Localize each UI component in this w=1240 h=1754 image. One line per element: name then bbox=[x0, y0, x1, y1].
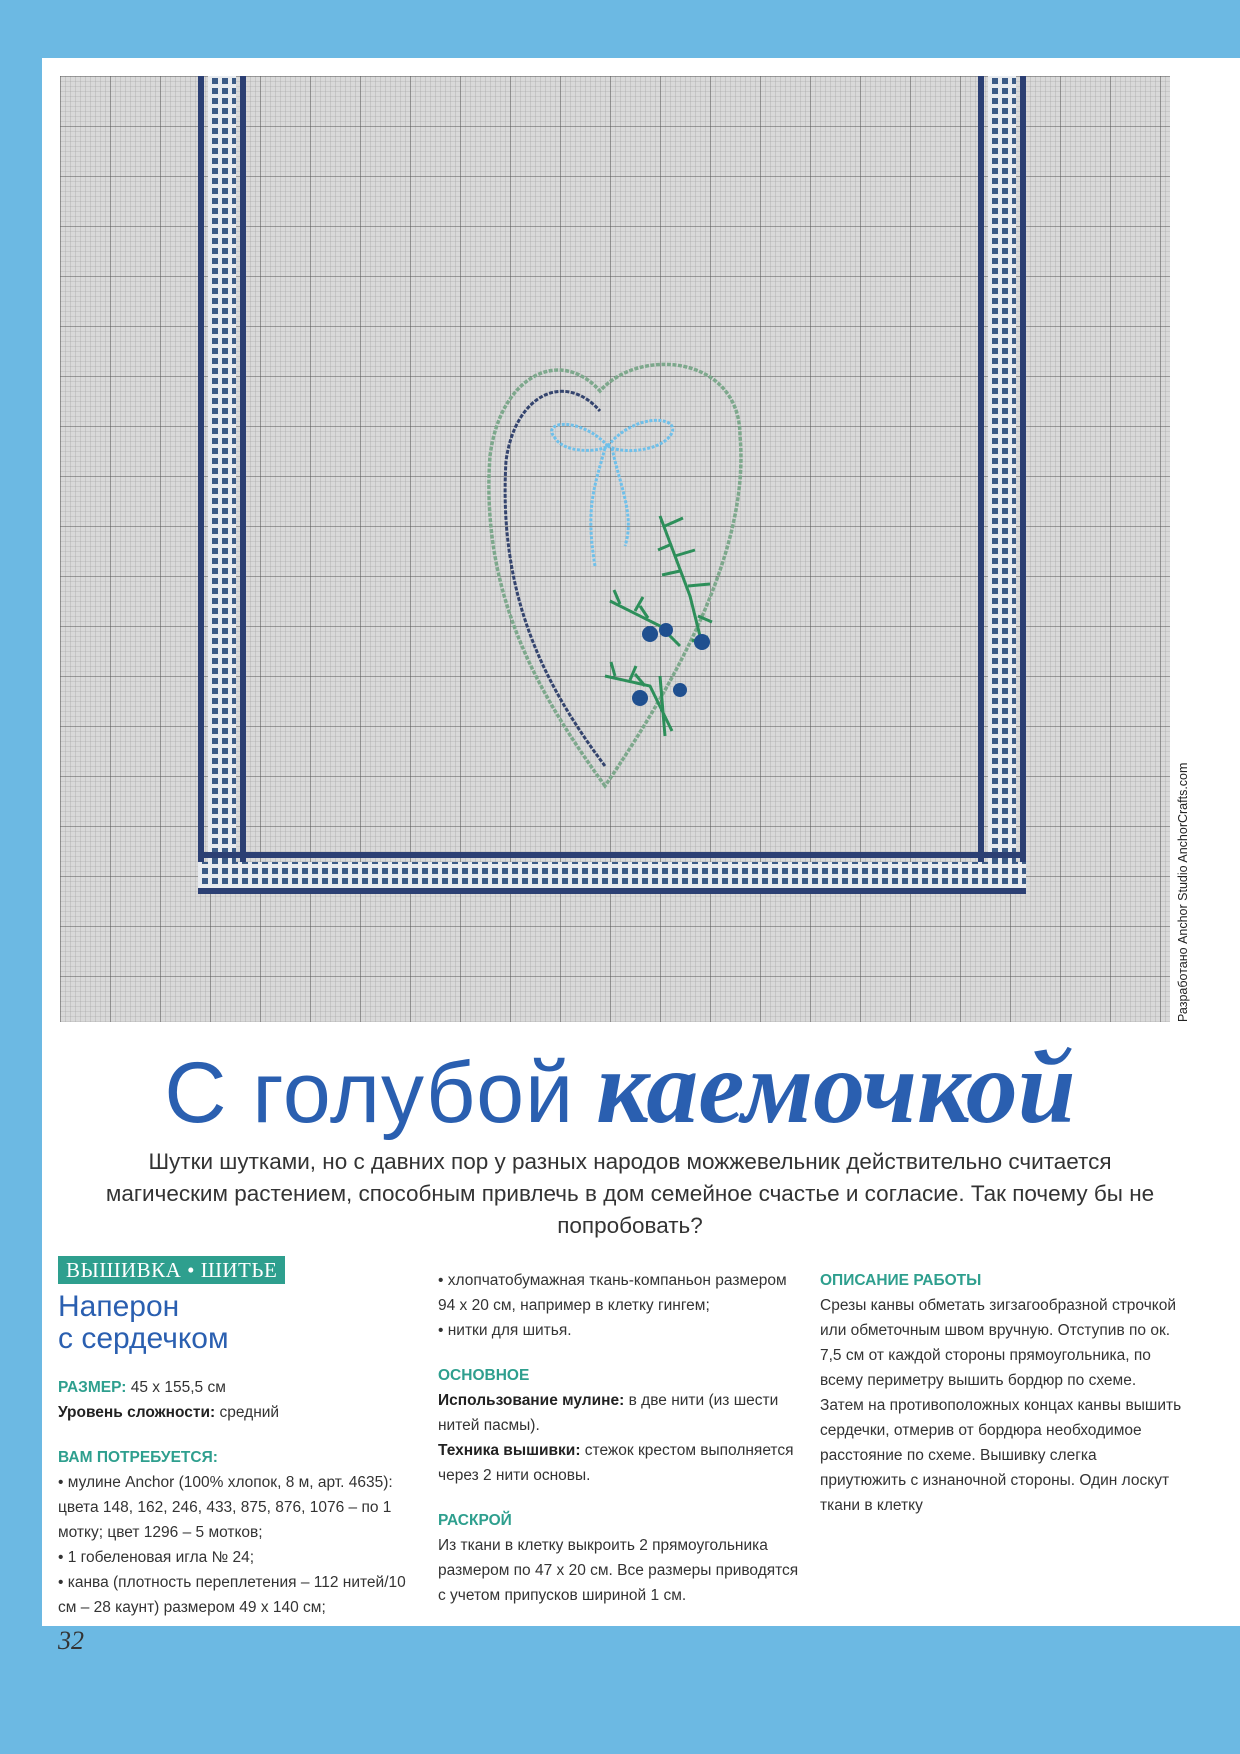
threads-label: Использование мулине: bbox=[438, 1392, 625, 1409]
needs-item: • нитки для шитья. bbox=[438, 1318, 802, 1343]
size-label: РАЗМЕР: bbox=[58, 1379, 127, 1396]
technique-value: стежок крестом выполняется через 2 нити основы. bbox=[438, 1442, 794, 1484]
needs-item: • 1 гобеленовая игла № 24; bbox=[58, 1545, 420, 1570]
title-line-1: Наперон bbox=[58, 1290, 180, 1323]
work-text: Срезы канвы обметать зигзагообразной строчкой или обметочным швом вручную. Отступив по ок. 7,5 см от каждой стороны прямоугольника, по всему периметру вышить бордюр по схеме. Затем на противоположных концах канвы вышить сердечки, отмерив от бордюра необходимое расстояние по схеме. Вышивку слегка приутюжить с изнаночной стороны. Один лоскут ткани в клетку bbox=[820, 1297, 1182, 1514]
title-line-2: с сердечком bbox=[58, 1322, 229, 1355]
needs-heading: ВАМ ПОТРЕБУЕТСЯ: bbox=[58, 1449, 218, 1466]
main-heading: ОСНОВНОЕ bbox=[438, 1367, 530, 1384]
technique-label: Техника вышивки: bbox=[438, 1442, 581, 1459]
chart-svg bbox=[60, 76, 1170, 1022]
needs-item: • мулине Anchor (100% хлопок, 8 м, арт. 4635): цвета 148, 162, 246, 433, 875, 876, 1076 – по 1 мотку; цвет 1296 – 5 мотков; bbox=[58, 1470, 420, 1545]
level-value: средний bbox=[215, 1404, 280, 1421]
headline bbox=[40, 1028, 1200, 1147]
work-heading: ОПИСАНИЕ РАБОТЫ bbox=[820, 1272, 982, 1289]
needs-list-part2 bbox=[438, 1268, 802, 1343]
headline-light: С голубой bbox=[164, 1045, 575, 1141]
needs-item: • канва (плотность переплетения – 112 нитей/10 см – 28 каунт) размером 49 x 140 см; bbox=[58, 1570, 420, 1620]
needs-list-part1 bbox=[58, 1470, 420, 1620]
lead-paragraph: Шутки шутками, но с давних пор у разных народов можжевельник действительно считается магическим растением, способным привлечь в дом семейное счастье и согласие. Так почему бы не попробовать? bbox=[105, 1149, 1155, 1238]
column-1 bbox=[58, 1256, 420, 1620]
technique-line bbox=[438, 1438, 802, 1488]
column-2 bbox=[438, 1268, 802, 1608]
needs-item: • хлопчатобумажная ткань-компаньон размером 94 x 20 см, например в клетку гингем; bbox=[438, 1268, 802, 1318]
cutting-heading: РАСКРОЙ bbox=[438, 1512, 512, 1529]
column-3 bbox=[820, 1268, 1184, 1518]
size-value: 45 x 155,5 см bbox=[126, 1379, 226, 1396]
headline-bold: каемочкой bbox=[596, 1030, 1076, 1145]
cross-stitch-chart bbox=[60, 76, 1170, 1022]
level-line bbox=[58, 1400, 420, 1425]
threads-line bbox=[438, 1388, 802, 1438]
cutting-text: Из ткани в клетку выкроить 2 прямоугольника размером по 47 x 20 см. Все размеры приводятся с учетом припусков шириной 1 см. bbox=[438, 1537, 799, 1604]
design-credit: Разработано Anchor Studio AnchorCrafts.com bbox=[1176, 762, 1190, 1022]
category-badge: ВЫШИВКА • ШИТЬЕ bbox=[58, 1256, 285, 1284]
level-label: Уровень сложности: bbox=[58, 1404, 216, 1421]
threads-value: в две нити (из шести нитей пасмы). bbox=[438, 1392, 779, 1434]
project-title bbox=[58, 1291, 420, 1355]
size-line bbox=[58, 1375, 420, 1400]
page-number: 32 bbox=[58, 1626, 84, 1655]
